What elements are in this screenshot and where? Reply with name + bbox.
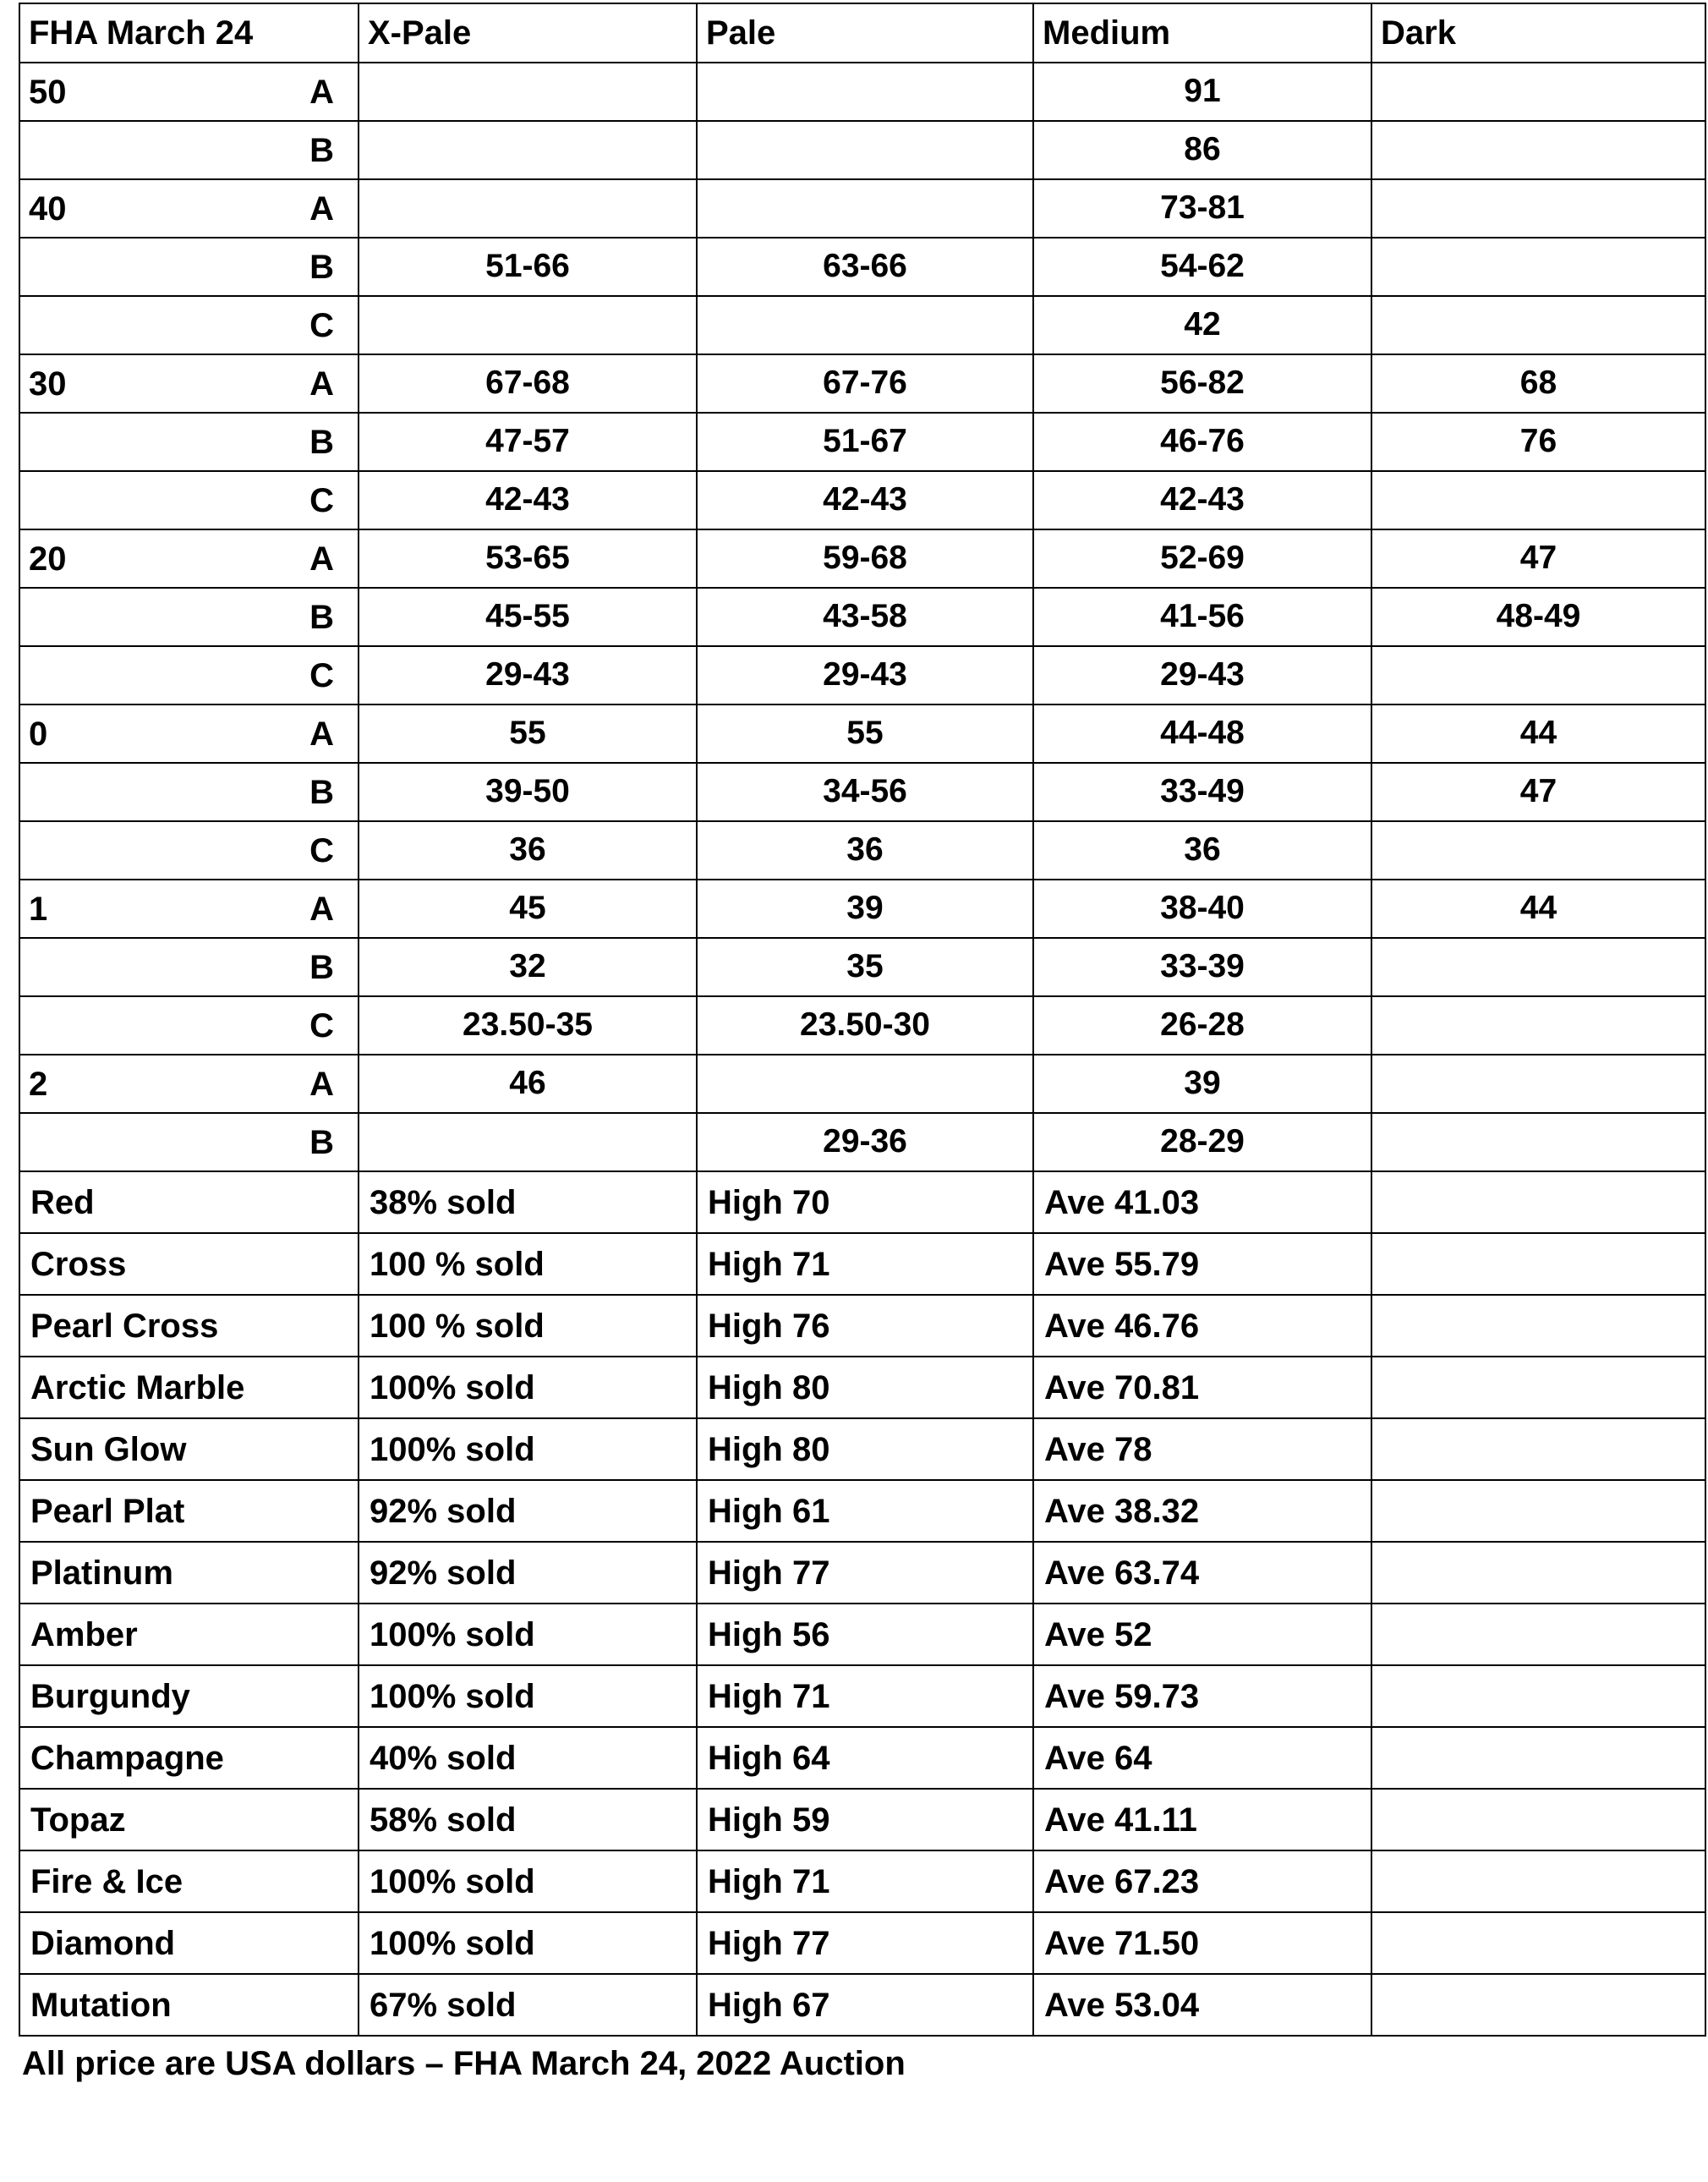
grade-label-cell xyxy=(19,704,359,763)
color-dark-cell xyxy=(1371,1789,1705,1850)
table-header-row xyxy=(19,3,1705,63)
column-header-pale: Pale xyxy=(697,3,1033,63)
grade-cell-dark: 44 xyxy=(1371,704,1705,763)
grade-cell-medium: 39 xyxy=(1033,1055,1371,1113)
color-high-cell: High 80 xyxy=(697,1418,1033,1480)
table-row xyxy=(19,354,1705,413)
grade-cell-xpale: 45 xyxy=(359,880,697,938)
table-row xyxy=(19,1974,1705,2036)
grade-cell-pale: 29-36 xyxy=(697,1113,1033,1171)
grade-cell-pale xyxy=(697,179,1033,238)
color-high-cell: High 61 xyxy=(697,1480,1033,1542)
grade-cell-medium: 91 xyxy=(1033,63,1371,121)
color-dark-cell xyxy=(1371,1542,1705,1604)
grade-sub-value: B xyxy=(309,773,334,811)
footer-note: All price are USA dollars – FHA March 24, 2022 Auction xyxy=(22,2045,906,2082)
grade-sub-value: C xyxy=(309,656,334,694)
color-dark-cell xyxy=(1371,1418,1705,1480)
grade-cell-xpale: 23.50-35 xyxy=(359,996,697,1055)
grade-label-cell xyxy=(19,354,359,413)
grade-cell-xpale: 32 xyxy=(359,938,697,996)
grade-cell-medium: 38-40 xyxy=(1033,880,1371,938)
fha-auction-table xyxy=(19,3,1706,2037)
grade-size-value: 2 xyxy=(29,1065,48,1103)
grade-rows-body xyxy=(19,63,1705,1171)
grade-cell-pale: 35 xyxy=(697,938,1033,996)
grade-cell-pale: 42-43 xyxy=(697,471,1033,529)
color-name-cell: Champagne xyxy=(19,1727,359,1789)
color-average-cell: Ave 64 xyxy=(1033,1727,1371,1789)
color-sold-cell: 92% sold xyxy=(359,1480,697,1542)
grade-size-value: 50 xyxy=(29,73,67,111)
grade-cell-dark xyxy=(1371,938,1705,996)
grade-label-cell xyxy=(19,529,359,588)
color-average-cell: Ave 70.81 xyxy=(1033,1357,1371,1418)
table-row xyxy=(19,1665,1705,1727)
grade-cell-medium: 41-56 xyxy=(1033,588,1371,646)
grade-cell-medium: 33-49 xyxy=(1033,763,1371,821)
grade-cell-dark xyxy=(1371,179,1705,238)
color-dark-cell xyxy=(1371,1850,1705,1912)
table-row xyxy=(19,1912,1705,1974)
grade-cell-pale xyxy=(697,121,1033,179)
grade-cell-medium: 52-69 xyxy=(1033,529,1371,588)
grade-cell-xpale xyxy=(359,179,697,238)
color-average-cell: Ave 71.50 xyxy=(1033,1912,1371,1974)
table-row xyxy=(19,63,1705,121)
grade-cell-xpale: 39-50 xyxy=(359,763,697,821)
color-sold-cell: 67% sold xyxy=(359,1974,697,2036)
color-dark-cell xyxy=(1371,1604,1705,1665)
grade-sub-value: A xyxy=(309,73,334,111)
grade-cell-pale: 34-56 xyxy=(697,763,1033,821)
table-row xyxy=(19,1418,1705,1480)
grade-cell-dark xyxy=(1371,996,1705,1055)
color-name-cell: Burgundy xyxy=(19,1665,359,1727)
grade-cell-xpale: 53-65 xyxy=(359,529,697,588)
grade-cell-xpale: 36 xyxy=(359,821,697,880)
color-average-cell: Ave 55.79 xyxy=(1033,1233,1371,1295)
color-rows-body xyxy=(19,1171,1705,2036)
grade-cell-dark xyxy=(1371,1055,1705,1113)
color-sold-cell: 100% sold xyxy=(359,1850,697,1912)
grade-cell-pale: 43-58 xyxy=(697,588,1033,646)
color-sold-cell: 92% sold xyxy=(359,1542,697,1604)
grade-cell-pale: 29-43 xyxy=(697,646,1033,704)
grade-cell-dark xyxy=(1371,63,1705,121)
color-sold-cell: 40% sold xyxy=(359,1727,697,1789)
grade-cell-pale: 23.50-30 xyxy=(697,996,1033,1055)
grade-cell-xpale xyxy=(359,121,697,179)
grade-cell-dark xyxy=(1371,121,1705,179)
grade-sub-value: A xyxy=(309,715,334,753)
color-high-cell: High 76 xyxy=(697,1295,1033,1357)
grade-cell-dark: 68 xyxy=(1371,354,1705,413)
grade-cell-xpale: 55 xyxy=(359,704,697,763)
grade-cell-pale: 39 xyxy=(697,880,1033,938)
table-row xyxy=(19,1055,1705,1113)
grade-cell-pale: 63-66 xyxy=(697,238,1033,296)
grade-cell-medium: 29-43 xyxy=(1033,646,1371,704)
table-row xyxy=(19,1542,1705,1604)
grade-cell-medium: 54-62 xyxy=(1033,238,1371,296)
color-average-cell: Ave 67.23 xyxy=(1033,1850,1371,1912)
column-header-label: FHA March 24 xyxy=(19,3,359,63)
grade-cell-xpale: 67-68 xyxy=(359,354,697,413)
color-name-cell: Amber xyxy=(19,1604,359,1665)
table-row xyxy=(19,1727,1705,1789)
grade-cell-medium: 44-48 xyxy=(1033,704,1371,763)
table-row xyxy=(19,996,1705,1055)
table-row xyxy=(19,1604,1705,1665)
grade-sub-value: B xyxy=(309,423,334,461)
grade-cell-medium: 56-82 xyxy=(1033,354,1371,413)
grade-label-cell xyxy=(19,880,359,938)
color-dark-cell xyxy=(1371,1480,1705,1542)
color-average-cell: Ave 59.73 xyxy=(1033,1665,1371,1727)
grade-cell-dark: 48-49 xyxy=(1371,588,1705,646)
color-high-cell: High 67 xyxy=(697,1974,1033,2036)
grade-size-value: 30 xyxy=(29,365,67,403)
table-row xyxy=(19,646,1705,704)
grade-label-cell xyxy=(19,996,359,1055)
color-dark-cell xyxy=(1371,1912,1705,1974)
color-name-cell: Mutation xyxy=(19,1974,359,2036)
grade-cell-xpale xyxy=(359,1113,697,1171)
color-average-cell: Ave 78 xyxy=(1033,1418,1371,1480)
grade-cell-dark: 47 xyxy=(1371,529,1705,588)
table-row xyxy=(19,121,1705,179)
grade-label-cell xyxy=(19,1055,359,1113)
color-name-cell: Fire & Ice xyxy=(19,1850,359,1912)
grade-cell-medium: 46-76 xyxy=(1033,413,1371,471)
grade-cell-pale xyxy=(697,1055,1033,1113)
grade-cell-pale xyxy=(697,63,1033,121)
grade-cell-dark xyxy=(1371,646,1705,704)
grade-cell-xpale: 51-66 xyxy=(359,238,697,296)
grade-sub-value: B xyxy=(309,948,334,986)
color-high-cell: High 64 xyxy=(697,1727,1033,1789)
grade-cell-xpale xyxy=(359,296,697,354)
grade-label-cell xyxy=(19,938,359,996)
color-sold-cell: 100% sold xyxy=(359,1604,697,1665)
color-dark-cell xyxy=(1371,1357,1705,1418)
grade-cell-xpale: 47-57 xyxy=(359,413,697,471)
grade-sub-value: A xyxy=(309,365,334,403)
table-header xyxy=(19,3,1705,63)
color-sold-cell: 100% sold xyxy=(359,1912,697,1974)
table-row xyxy=(19,413,1705,471)
grade-label-cell xyxy=(19,63,359,121)
color-high-cell: High 56 xyxy=(697,1604,1033,1665)
color-high-cell: High 71 xyxy=(697,1850,1033,1912)
table-row xyxy=(19,1850,1705,1912)
grade-label-cell xyxy=(19,179,359,238)
color-sold-cell: 100 % sold xyxy=(359,1295,697,1357)
grade-cell-medium: 73-81 xyxy=(1033,179,1371,238)
color-name-cell: Sun Glow xyxy=(19,1418,359,1480)
color-average-cell: Ave 52 xyxy=(1033,1604,1371,1665)
grade-cell-medium: 42 xyxy=(1033,296,1371,354)
table-row xyxy=(19,763,1705,821)
grade-cell-dark: 44 xyxy=(1371,880,1705,938)
grade-sub-value: B xyxy=(309,131,334,169)
color-high-cell: High 71 xyxy=(697,1665,1033,1727)
grade-sub-value: A xyxy=(309,189,334,228)
color-name-cell: Diamond xyxy=(19,1912,359,1974)
table-row xyxy=(19,588,1705,646)
grade-cell-dark xyxy=(1371,821,1705,880)
color-average-cell: Ave 46.76 xyxy=(1033,1295,1371,1357)
color-sold-cell: 58% sold xyxy=(359,1789,697,1850)
color-sold-cell: 38% sold xyxy=(359,1171,697,1233)
table-row xyxy=(19,821,1705,880)
table-row xyxy=(19,1295,1705,1357)
grade-cell-medium: 26-28 xyxy=(1033,996,1371,1055)
color-dark-cell xyxy=(1371,1171,1705,1233)
grade-label-cell xyxy=(19,588,359,646)
grade-sub-value: C xyxy=(309,831,334,869)
color-name-cell: Pearl Plat xyxy=(19,1480,359,1542)
grade-cell-medium: 33-39 xyxy=(1033,938,1371,996)
grade-sub-value: C xyxy=(309,481,334,519)
table-row xyxy=(19,1357,1705,1418)
color-name-cell: Cross xyxy=(19,1233,359,1295)
grade-cell-pale: 67-76 xyxy=(697,354,1033,413)
color-dark-cell xyxy=(1371,1233,1705,1295)
grade-cell-dark xyxy=(1371,1113,1705,1171)
color-average-cell: Ave 53.04 xyxy=(1033,1974,1371,2036)
grade-cell-medium: 28-29 xyxy=(1033,1113,1371,1171)
grade-cell-dark xyxy=(1371,296,1705,354)
color-dark-cell xyxy=(1371,1665,1705,1727)
grade-sub-value: C xyxy=(309,1006,334,1044)
color-average-cell: Ave 63.74 xyxy=(1033,1542,1371,1604)
color-name-cell: Arctic Marble xyxy=(19,1357,359,1418)
grade-cell-xpale: 45-55 xyxy=(359,588,697,646)
color-average-cell: Ave 41.03 xyxy=(1033,1171,1371,1233)
table-row xyxy=(19,1480,1705,1542)
grade-cell-xpale xyxy=(359,63,697,121)
grade-label-cell xyxy=(19,296,359,354)
table-row xyxy=(19,238,1705,296)
grade-label-cell xyxy=(19,1113,359,1171)
color-high-cell: High 70 xyxy=(697,1171,1033,1233)
grade-cell-dark xyxy=(1371,238,1705,296)
grade-size-value: 40 xyxy=(29,189,67,228)
grade-cell-dark: 47 xyxy=(1371,763,1705,821)
grade-cell-medium: 36 xyxy=(1033,821,1371,880)
color-dark-cell xyxy=(1371,1974,1705,2036)
table-row xyxy=(19,179,1705,238)
table-row xyxy=(19,529,1705,588)
grade-cell-xpale: 29-43 xyxy=(359,646,697,704)
grade-sub-value: B xyxy=(309,248,334,286)
color-name-cell: Topaz xyxy=(19,1789,359,1850)
grade-size-value: 20 xyxy=(29,540,67,578)
grade-cell-medium: 86 xyxy=(1033,121,1371,179)
color-sold-cell: 100 % sold xyxy=(359,1233,697,1295)
grade-sub-value: A xyxy=(309,540,334,578)
color-sold-cell: 100% sold xyxy=(359,1665,697,1727)
color-high-cell: High 59 xyxy=(697,1789,1033,1850)
grade-cell-pale: 59-68 xyxy=(697,529,1033,588)
column-header-xpale: X-Pale xyxy=(359,3,697,63)
grade-sub-value: A xyxy=(309,890,334,928)
grade-cell-pale: 51-67 xyxy=(697,413,1033,471)
grade-label-cell xyxy=(19,763,359,821)
grade-sub-value: A xyxy=(309,1065,334,1103)
grade-size-value: 0 xyxy=(29,715,48,753)
color-high-cell: High 71 xyxy=(697,1233,1033,1295)
grade-label-cell xyxy=(19,238,359,296)
grade-label-cell xyxy=(19,821,359,880)
grade-label-cell xyxy=(19,413,359,471)
table-row xyxy=(19,1233,1705,1295)
table-row xyxy=(19,1171,1705,1233)
grade-sub-value: B xyxy=(309,598,334,636)
color-high-cell: High 80 xyxy=(697,1357,1033,1418)
grade-cell-pale: 55 xyxy=(697,704,1033,763)
table-row xyxy=(19,704,1705,763)
grade-cell-xpale: 42-43 xyxy=(359,471,697,529)
column-header-medium: Medium xyxy=(1033,3,1371,63)
color-sold-cell: 100% sold xyxy=(359,1357,697,1418)
grade-label-cell xyxy=(19,646,359,704)
color-high-cell: High 77 xyxy=(697,1542,1033,1604)
color-high-cell: High 77 xyxy=(697,1912,1033,1974)
table-row xyxy=(19,1789,1705,1850)
grade-cell-pale xyxy=(697,296,1033,354)
color-dark-cell xyxy=(1371,1295,1705,1357)
column-header-dark: Dark xyxy=(1371,3,1705,63)
table-row xyxy=(19,471,1705,529)
color-average-cell: Ave 41.11 xyxy=(1033,1789,1371,1850)
color-name-cell: Pearl Cross xyxy=(19,1295,359,1357)
grade-cell-dark: 76 xyxy=(1371,413,1705,471)
grade-cell-xpale: 46 xyxy=(359,1055,697,1113)
grade-label-cell xyxy=(19,471,359,529)
color-name-cell: Red xyxy=(19,1171,359,1233)
grade-sub-value: B xyxy=(309,1123,334,1161)
table-row xyxy=(19,880,1705,938)
table-row xyxy=(19,296,1705,354)
color-dark-cell xyxy=(1371,1727,1705,1789)
table-row xyxy=(19,938,1705,996)
color-average-cell: Ave 38.32 xyxy=(1033,1480,1371,1542)
grade-cell-pale: 36 xyxy=(697,821,1033,880)
table-row xyxy=(19,1113,1705,1171)
grade-label-cell xyxy=(19,121,359,179)
grade-size-value: 1 xyxy=(29,890,48,928)
grade-cell-medium: 42-43 xyxy=(1033,471,1371,529)
color-sold-cell: 100% sold xyxy=(359,1418,697,1480)
color-name-cell: Platinum xyxy=(19,1542,359,1604)
grade-sub-value: C xyxy=(309,306,334,344)
grade-cell-dark xyxy=(1371,471,1705,529)
